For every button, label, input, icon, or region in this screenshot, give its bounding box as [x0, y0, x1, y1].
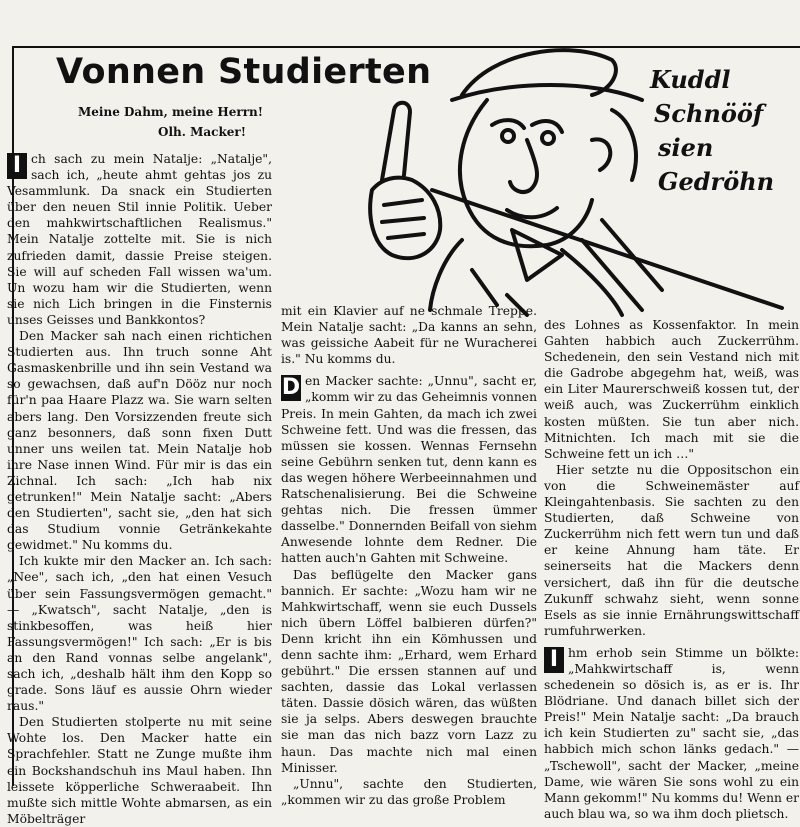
motto-line-1: Meine Dahm, meine Herrn! — [78, 105, 264, 119]
drop-cap: I — [544, 647, 564, 673]
logo-line-3: sien — [658, 133, 714, 162]
motto-line-2: Olh. Macker! — [158, 125, 246, 139]
paragraph: „Unnu", sachte den Studierten, „kommen wir zu das große Problem — [281, 776, 537, 807]
paragraph: Ich kukte mir den Macker an. Ich sach: „Nee", sach ich, „den hat einen Vesuch über sein Fassungsvermögen gemacht." — „Kwatsch", sacht Natalje, „den is stinkbesoffen, was heiß hier Fassungsvermögen!" Ich sach: „Er is bis an den Rand vonnas selbe angelank", sach ich, „deshalb hält ihm den Kopp so grade. Sons läuf es aussie Ohrn wieder raus." — [7, 554, 272, 714]
paragraph: mit ein Klavier auf ne schmale Treppe. Mein Natalje sacht: „Da kanns an sehn, was geissiche Aabeit für ne Wuracherei is." Nu komms du. — [281, 304, 537, 367]
logo-line-2: Schnööf — [654, 99, 764, 128]
paragraph: Den Studierten stolperte nu mit seine Wohte los. Den Macker hatte ein Sprachfehler. Statt ne Zunge mußte ihm ein Bockshandschuh ins Maul haben. Ihn leissete köpperliche Schweraabeit. Ihn mußte sich mittle Wohte abmarsen, as ein Möbelträger — [7, 715, 272, 826]
drop-cap: I — [7, 153, 27, 179]
paragraph: Das beflügelte den Macker gans bannich. Er sachte: „Wozu ham wir ne Mahkwirtschaff, wenn sie euch Dussels nich übern Löffel balbieren dürfen?" Denn kricht ihn ein Kömhussen und denn sachte ihm: „Erhard, wem Erhard gebührt." Die erssen stannen auf und sachten, dassie das Lokal verlassen täten. Dassie dösich wären, das wüßten sie ja selps. Abers deswegen brauchte sie man das nich bazz vorn Lazz zu haun. Das machte nich mal einen Minisser. — [281, 567, 537, 775]
paragraph: des Lohnes as Kossenfaktor. In mein Gahten habbich auch Zuckerrühm. Schedenein, den sein Vestand nich mit die Gadrobe abgegehm hat, weiß, was ein Liter Maurerschweiß kossen tut, der weiß auch, was Zuckerrühm einklich kosten müßten. Sie tun aber nich. Mitnichten. Ich mach mit sie die Schweine fett un ich …" — [544, 318, 799, 461]
paragraph: I hm erhob sein Stimme un bölkte: „Mahkwirtschaff is, wenn schedenein so dösich is, as er is. Ihr Blödriane. Und danach billet sich der Preis!" Mein Natalje sacht: „Da brauch ich kein Studierten zu" sacht sie, „das habbich mich schon länks gedach." — „Tschewoll", sacht der Macker, „meine Dame, wie wären Sie sons wohl zu ein Mann gekomm!" Nu komms du! Wenn er auch blau wa, so wa ihm doch plietsch. — [544, 645, 799, 821]
text-column-3 — [544, 317, 799, 822]
logo-line-4: Gedröhn — [658, 167, 775, 196]
text-column-1 — [7, 151, 272, 827]
paragraph: Hier setzte nu die Oppositschon ein von die Schweinemäster auf Kleingahtenbasis. Sie sachten zu den Studierten, daß Schweine von Zuckerrühm nich fett wern tun und daß er keine Ahnung ham täte. Er seinerseits hat die Mackers denn versichert, daß ihn für die deutsche Zukunff schwahz sieht, wenn sonne Esels as sie innie Ernährungswittschaff rumfuhrwerken. — [544, 462, 799, 638]
article-title: Vonnen Studierten — [56, 52, 432, 92]
text-column-2 — [281, 303, 537, 808]
paragraph: I ch sach zu mein Natalje: „Natalje", sach ich, „heute ahmt gehtas jos zu Vesammlunk. Da snack ein Studierten über den neuen Stil innie Politik. Ueber den mahkwirtschaftlichen Realismus." Mein Natalje zottelte mit. Sie is nich zufrieden damit, dassie Preise steigen. Sie will auf scheden Fall wissen wa'um. Un wozu ham wir die Studierten, wenn sie nich Lich bringen in die Finsternis unses Geisses und Bankkontos? — [7, 152, 272, 327]
paragraph: D en Macker sachte: „Unnu", sacht er, „komm wir zu das Geheimnis vonnen Preis. In mein Gahten, da mach ich zwei Schweine fett. Und was die fressen, das müssen sie kossen. Wennas Fernsehn seine Gebührn senken tut, denn kann es das wegen höhere Werbeeinnahmen und Ratschenalisierung. Bei die Schweine gehtas nich. Die fressen ümmer dasselbe." Donnernden Beifall von siehm Anwesende lohnte dem Redner. Die hatten auch'n Gahten mit Schweine. — [281, 374, 537, 566]
cartoon-illustration — [312, 40, 800, 318]
caricature-drawing — [312, 40, 800, 318]
drop-cap: D — [281, 375, 301, 401]
logo-line-1: Kuddl — [650, 65, 731, 94]
paragraph: Den Macker sah nach einen richtichen Studierten aus. Ihn truch sonne Aht Gasmaskenbrille und ihn sein Vestand wa so gewachsen, daß auf'n Dööz nur noch für'n paa Haare Plazz wa. Sie warn selten abers lang. Den Vorsizzenden freute sich ganz besonners, daß sonn fixen Dutt unner uns weilen tat. Mein Natalje hob ihre Nase innen Wind. Für mir is das ein Zichnal. Ich sach: „Ich hab nix getrunken!" Mein Natalje sacht: „Abers den Studierten", sacht sie, „den hat sich das Studium vonnie Getränkekahte gewidmet." Nu komms du. — [7, 329, 272, 553]
